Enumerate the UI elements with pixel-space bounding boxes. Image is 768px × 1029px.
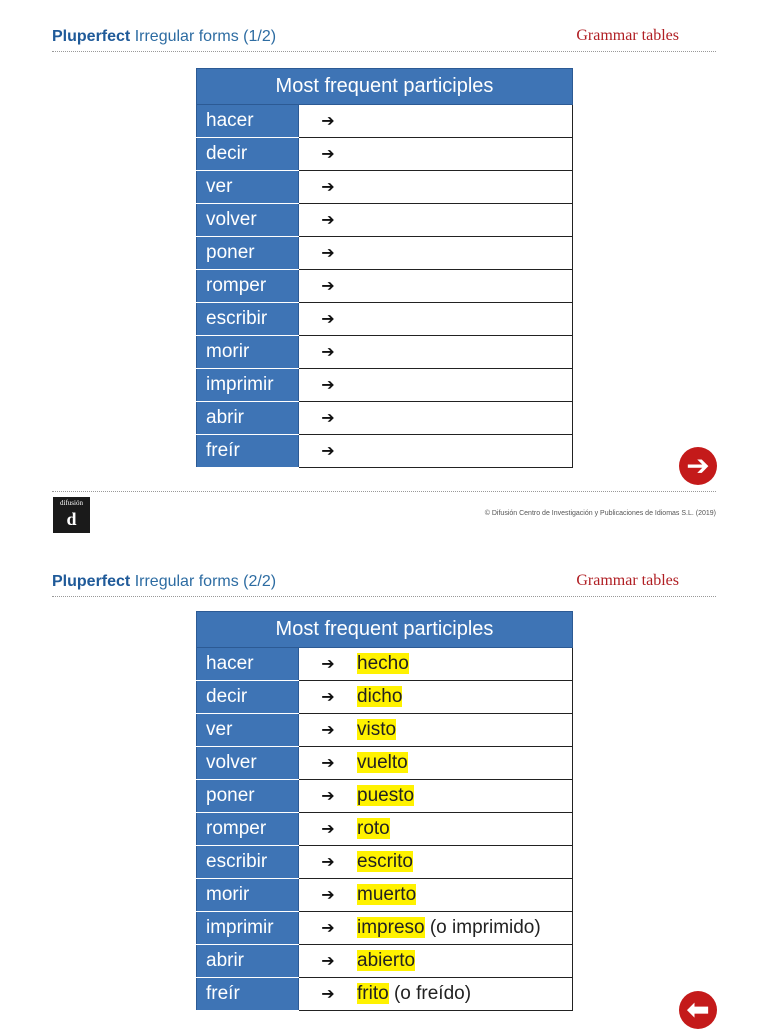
participle-cell — [299, 270, 573, 303]
table-row — [197, 369, 573, 402]
arrow-right-icon: ➔ — [321, 722, 335, 739]
verb-cell: imprimir — [197, 369, 299, 402]
copyright-text: © Difusión Centro de Investigación y Publicaciones de Idiomas S.L. (2019) — [484, 510, 716, 517]
title-bold: Pluperfect — [52, 28, 131, 45]
participle-cell — [299, 747, 573, 780]
participles-table — [196, 611, 573, 1011]
arrow-right-icon: ➔ — [321, 953, 335, 970]
participle-cell — [299, 204, 573, 237]
participle-text: hecho — [357, 653, 409, 674]
verb-cell: romper — [197, 813, 299, 846]
arrow-right-icon: ➔ — [321, 212, 335, 229]
verb-cell: decir — [197, 138, 299, 171]
participle-cell — [299, 336, 573, 369]
table-row — [197, 336, 573, 369]
participle-text: puesto — [357, 785, 415, 806]
difusion-logo — [53, 497, 90, 533]
section-label: Grammar tables — [576, 572, 679, 589]
arrow-right-icon: ➔ — [321, 854, 335, 871]
participle-text: visto — [357, 719, 397, 740]
table-row — [197, 402, 573, 435]
verb-cell: escribir — [197, 303, 299, 336]
arrow-right-icon: ➔ — [321, 986, 335, 1003]
arrow-right-icon: ➔ — [321, 821, 335, 838]
participle-cell — [299, 846, 573, 879]
slide-title — [52, 573, 276, 591]
arrow-right-icon: ➔ — [321, 689, 335, 706]
table-row — [197, 780, 573, 813]
arrow-right-icon: ➔ — [321, 311, 335, 328]
table-row — [197, 303, 573, 336]
table-row — [197, 270, 573, 303]
verb-cell: romper — [197, 270, 299, 303]
participle-cell — [299, 912, 573, 945]
verb-cell: morir — [197, 879, 299, 912]
arrow-right-icon: ➔ — [321, 146, 335, 163]
verb-cell: decir — [197, 681, 299, 714]
table-row — [197, 879, 573, 912]
verb-cell: hacer — [197, 105, 299, 138]
arrow-right-icon: ➔ — [321, 344, 335, 361]
participle-text: roto — [357, 818, 390, 839]
participle-cell — [299, 714, 573, 747]
participle-cell — [299, 237, 573, 270]
arrow-right-icon: ➔ — [321, 788, 335, 805]
participle-cell — [299, 813, 573, 846]
table-heading: Most frequent participles — [197, 612, 573, 648]
table-heading: Most frequent participles — [197, 69, 573, 105]
participle-cell — [299, 879, 573, 912]
participle-alternative: (o freído) — [388, 983, 472, 1004]
participle-cell — [299, 369, 573, 402]
arrow-right-icon: ➔ — [321, 278, 335, 295]
table-row — [197, 105, 573, 138]
table-row — [197, 813, 573, 846]
verb-cell: volver — [197, 204, 299, 237]
verb-cell: poner — [197, 780, 299, 813]
title-bold: Pluperfect — [52, 573, 131, 590]
title-subtitle: Irregular forms (1/2) — [134, 28, 277, 45]
table-row — [197, 435, 573, 468]
participle-cell — [299, 105, 573, 138]
verb-cell: hacer — [197, 648, 299, 681]
slide-header — [52, 26, 716, 52]
title-subtitle: Irregular forms (2/2) — [134, 573, 277, 590]
participle-text: frito — [357, 983, 389, 1004]
verb-cell: poner — [197, 237, 299, 270]
arrow-right-circle-icon[interactable]: ➔ — [679, 447, 717, 485]
arrow-right-icon: ➔ — [321, 245, 335, 262]
table-row — [197, 138, 573, 171]
participle-cell — [299, 303, 573, 336]
participle-cell — [299, 681, 573, 714]
verb-cell: abrir — [197, 402, 299, 435]
participle-cell — [299, 648, 573, 681]
verb-cell: ver — [197, 171, 299, 204]
section-label: Grammar tables — [576, 27, 679, 44]
arrow-right-icon: ➔ — [321, 377, 335, 394]
table-row — [197, 237, 573, 270]
table-row — [197, 681, 573, 714]
participle-alternative: (o imprimido) — [424, 917, 541, 938]
participle-cell — [299, 171, 573, 204]
participle-cell — [299, 978, 573, 1011]
verb-cell: morir — [197, 336, 299, 369]
table-row — [197, 846, 573, 879]
verb-cell: freír — [197, 435, 299, 468]
slide-header — [52, 571, 716, 597]
arrow-right-icon: ➔ — [321, 179, 335, 196]
participle-text: vuelto — [357, 752, 408, 773]
table-row — [197, 912, 573, 945]
arrow-right-icon: ➔ — [321, 443, 335, 460]
arrow-right-icon: ➔ — [321, 410, 335, 427]
verb-cell: ver — [197, 714, 299, 747]
participle-text: impreso — [357, 917, 425, 938]
logo-mark: d — [66, 509, 77, 529]
participle-cell — [299, 138, 573, 171]
table-row — [197, 714, 573, 747]
arrow-right-icon: ➔ — [321, 113, 335, 130]
participle-text: escrito — [357, 851, 413, 872]
participle-text: abierto — [357, 950, 416, 971]
slide-2 — [0, 545, 768, 1024]
arrow-right-icon: ➔ — [321, 920, 335, 937]
table-row — [197, 171, 573, 204]
arrow-right-icon: ➔ — [321, 887, 335, 904]
logo-text: difusión — [60, 499, 83, 507]
participle-cell — [299, 435, 573, 468]
verb-cell: imprimir — [197, 912, 299, 945]
table-row — [197, 747, 573, 780]
verb-cell: abrir — [197, 945, 299, 978]
verb-cell: volver — [197, 747, 299, 780]
table-row — [197, 945, 573, 978]
arrow-right-icon: ➔ — [321, 755, 335, 772]
verb-cell: freír — [197, 978, 299, 1011]
participle-text: muerto — [357, 884, 417, 905]
slide-title — [52, 28, 276, 46]
participle-cell — [299, 402, 573, 435]
table-row — [197, 204, 573, 237]
table-row — [197, 648, 573, 681]
participle-cell — [299, 780, 573, 813]
participle-text: dicho — [357, 686, 403, 707]
verb-cell: escribir — [197, 846, 299, 879]
table-row — [197, 978, 573, 1011]
arrow-left-circle-icon[interactable]: ⬅ — [679, 991, 717, 1029]
participles-table — [196, 68, 573, 468]
arrow-right-icon: ➔ — [321, 656, 335, 673]
participle-cell — [299, 945, 573, 978]
footer-divider — [52, 491, 716, 492]
